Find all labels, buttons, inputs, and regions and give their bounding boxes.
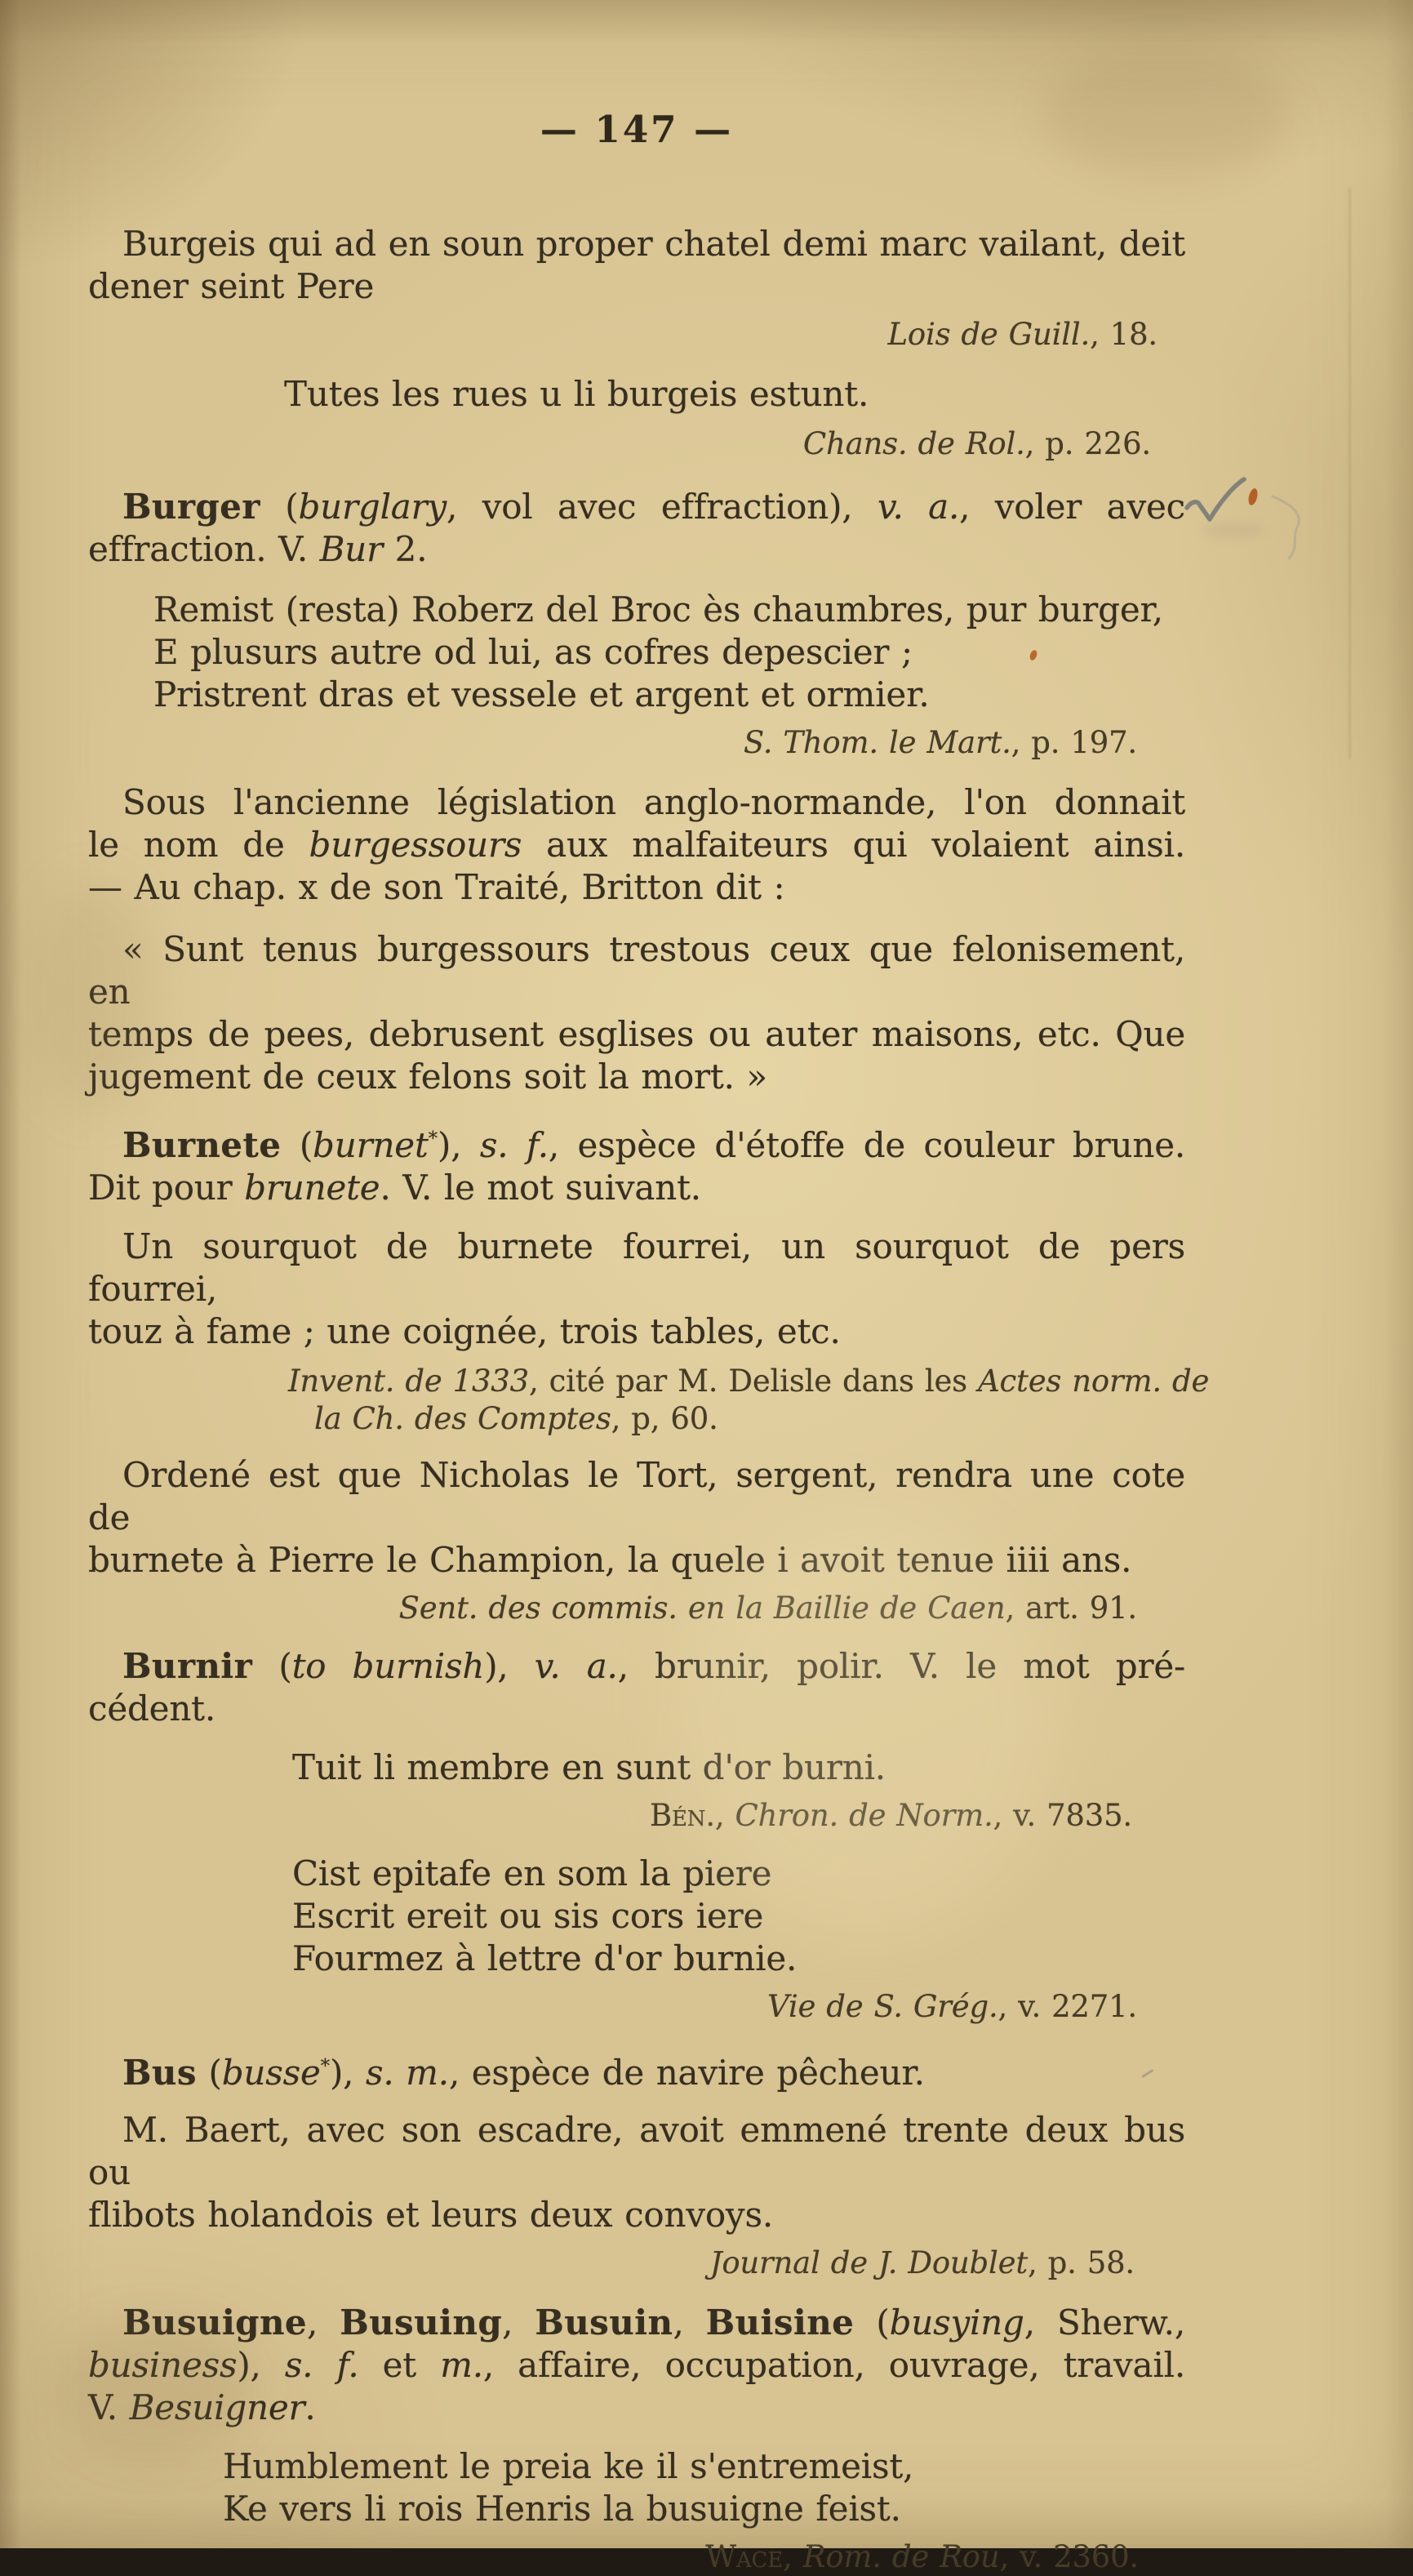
text-segment: Dit pour [88, 1168, 245, 1208]
text-segment: v. a. [534, 1646, 618, 1686]
verse-tuit-li-membre [292, 1746, 1185, 1789]
text-segment: , vol avec effraction), [447, 487, 878, 527]
text-segment: ), [438, 1125, 480, 1165]
text-segment: , brunir, polir. V. le mot pré- [617, 1646, 1186, 1686]
text-line [88, 1454, 1185, 1539]
text-segment: Invent. de 1333 [288, 1364, 529, 1399]
text-segment: Vie de S. Grég. [766, 1989, 998, 2024]
text-segment: to burnish [291, 1646, 485, 1686]
text-segment: Buisine [705, 2302, 855, 2342]
text-segment: busse [221, 2053, 321, 2093]
text-line [223, 2445, 1185, 2488]
text-segment: temps de pees, debrusent esglises ou auter maisons, etc. Que [88, 1014, 1185, 1054]
text-segment: , art. 91. [1005, 1591, 1137, 1626]
text-line [88, 425, 1151, 463]
page-number-header: — 147 — [540, 108, 734, 151]
verse-cist-epitafe [292, 1853, 1185, 1980]
text-segment: m. [440, 2345, 483, 2385]
text-line [292, 1853, 1185, 1895]
text-segment: Burgeis qui ad en soun proper chatel demi marc vailant, deit [122, 224, 1185, 264]
quote-remist [153, 589, 1185, 716]
text-segment: burglary [298, 487, 447, 527]
entry-burnete [88, 1118, 1185, 1209]
text-line [288, 1363, 1210, 1400]
text-line [88, 724, 1137, 762]
text-segment: aux malfaiteurs qui volaient ainsi. [522, 825, 1185, 865]
text-segment: ), [237, 2345, 285, 2385]
text-segment: , v. 2360. [999, 2539, 1139, 2574]
text-segment: la Ch. des Comptes [314, 1401, 611, 1436]
text-segment: Bur [319, 529, 384, 569]
text-segment: ), [330, 2053, 366, 2093]
text-line [88, 1118, 1185, 1167]
text-line [223, 2488, 1185, 2530]
verse-humblement [223, 2445, 1185, 2530]
text-line [88, 265, 1185, 308]
text-segment: effraction. V. [88, 529, 320, 569]
text-segment: Bén. [650, 1798, 715, 1833]
text-segment: , affaire, occupation, ouvrage, travail. [482, 2345, 1185, 2385]
text-segment: Besuigner [129, 2387, 305, 2427]
text-segment: , v. 2271. [998, 1989, 1137, 2024]
text-segment: . V. le mot suivant. [380, 1168, 701, 1208]
text-line [88, 223, 1185, 265]
text-line [88, 824, 1185, 866]
text-segment: Cist epitafe en som la piere [292, 1853, 772, 1893]
text-line [88, 1167, 1185, 1209]
text-segment: burgessours [309, 825, 522, 865]
text-segment: Actes norm. de [978, 1364, 1210, 1399]
text-segment: s. f. [284, 2345, 359, 2385]
text-line [292, 1895, 1185, 1938]
text-line [88, 1013, 1185, 1056]
text-segment: Ke vers li rois Henris la busuigne feist. [223, 2489, 901, 2529]
quote-sunt-tenus [88, 928, 1185, 1098]
text-segment: , voler avec [959, 487, 1185, 527]
text-segment: Tuit li membre en sunt d'or burni. [292, 1747, 886, 1787]
text-segment: S. Thom. le Mart. [743, 725, 1011, 760]
text-segment: Rom. de Rou [802, 2539, 1000, 2574]
text-segment: , [673, 2302, 706, 2342]
text-segment: Ordené est que Nicholas le Tort, sergent, rendra une cote de [88, 1455, 1185, 1537]
text-segment: Remist (resta) Roberz del Broc ès chaumbres, pur burger, [153, 589, 1163, 630]
citation-s-thom-le-mart [88, 724, 1185, 762]
text-line [88, 1645, 1185, 1688]
text-segment: ( [252, 1646, 292, 1686]
text-segment: , [783, 2539, 803, 2574]
text-segment: , espèce de navire pêcheur. [448, 2053, 925, 2093]
text-line [153, 631, 1185, 674]
citation-journal-de-j-doublet [88, 2245, 1185, 2282]
text-segment: Journal de J. Doublet [709, 2245, 1029, 2280]
text-segment: v. a. [877, 487, 960, 527]
text-line [88, 1056, 1185, 1098]
text-segment: cédent. [88, 1688, 216, 1728]
text-line [88, 2538, 1139, 2576]
text-segment: brunete [244, 1168, 380, 1208]
entry-burger [88, 486, 1185, 571]
text-line [153, 674, 1185, 716]
text-segment: Burnir [122, 1646, 253, 1686]
citation-invent-de-1333 [288, 1363, 1210, 1438]
text-segment: ( [196, 2053, 222, 2093]
text-segment: , [307, 2302, 340, 2342]
text-segment: s. f. [479, 1125, 549, 1165]
text-segment: business [88, 2345, 238, 2385]
para-m-baert [88, 2109, 1185, 2236]
text-segment: Un sourquot de burnete fourrei, un sourquot de pers fourrei, [88, 1226, 1185, 1309]
citation-wace-rom-de-rou [88, 2538, 1185, 2576]
text-segment: , p, 60. [611, 1401, 718, 1436]
text-line [88, 1797, 1132, 1835]
text-segment: « Sunt tenus burgessours trestous ceux que felonisement, en [88, 929, 1185, 1012]
text-line [292, 1746, 1185, 1789]
text-segment: Chron. de Norm. [735, 1798, 993, 1833]
text-segment: M. Baert, avec son escadre, avoit emmené trente deux bus ou [88, 2110, 1185, 2192]
text-segment: , [502, 2302, 535, 2342]
text-segment: Busuing [340, 2302, 503, 2342]
citation-chans-de-rol [88, 425, 1185, 463]
text-segment: Sent. des commis. en la Baillie de Caen [398, 1591, 1006, 1626]
text-segment: 2. [383, 529, 428, 569]
text-segment: , v. 7835. [993, 1798, 1132, 1833]
text-segment: Tutes les rues u li burgeis estunt. [284, 374, 869, 414]
text-segment: , [714, 1798, 735, 1833]
text-line [88, 2045, 1185, 2094]
text-segment: , cité par M. Delisle dans les [528, 1364, 978, 1399]
text-line [88, 2344, 1185, 2387]
text-line [284, 373, 1185, 416]
text-segment: ), [484, 1646, 535, 1686]
text-line [153, 589, 1185, 631]
para-sous-lancienne [88, 781, 1185, 909]
text-segment: ( [281, 1125, 313, 1165]
text-segment: Sous l'ancienne législation anglo-normande, l'on donnait [122, 782, 1185, 822]
citation-sent-des-commis [88, 1590, 1185, 1627]
text-line [88, 528, 1185, 571]
text-segment: , p. 58. [1028, 2245, 1135, 2280]
text-segment: — Au chap. x de son Traité, Britton dit : [88, 867, 785, 907]
text-line [88, 2194, 1185, 2236]
text-segment: , Sherw., [1024, 2302, 1185, 2342]
text-segment: burnete à Pierre le Champion, la quele i avoit tenue iiii ans. [88, 1540, 1132, 1580]
text-segment: Escrit ereit ou sis cors iere [292, 1896, 764, 1936]
citation-ben-chron-de-norm [88, 1797, 1185, 1835]
text-segment: Wace [705, 2539, 784, 2574]
text-segment: flibots holandois et leurs deux convoys. [88, 2195, 773, 2235]
text-line [88, 1226, 1185, 1310]
quote-burgeis [88, 223, 1185, 308]
citation-lois-de-guill [88, 316, 1185, 354]
text-segment: busying [889, 2302, 1024, 2342]
text-segment: * [428, 1128, 438, 1150]
citation-vie-de-s-greg [88, 1988, 1185, 2026]
text-segment: et [358, 2345, 441, 2385]
text-line [292, 1938, 1185, 1980]
entry-busuigne [88, 2302, 1185, 2429]
text-segment: * [320, 2056, 330, 2077]
text-line [88, 2387, 1185, 2429]
text-segment: s. m. [366, 2053, 449, 2093]
text-segment: . [304, 2387, 316, 2427]
text-line [88, 781, 1185, 824]
text-line [88, 1539, 1185, 1582]
text-segment: Bus [122, 2053, 197, 2093]
text-line [88, 2302, 1185, 2344]
text-segment: Busuin [535, 2302, 673, 2342]
text-segment: Chans. de Rol. [802, 426, 1025, 461]
text-segment: V. [88, 2387, 130, 2427]
text-segment: burnet [313, 1125, 429, 1165]
quote-tutes-les-rues [284, 373, 1185, 416]
text-line [88, 1988, 1137, 2026]
text-line [88, 2245, 1135, 2282]
text-line [88, 928, 1185, 1013]
text-segment: , espèce d'étoffe de couleur brune. [548, 1125, 1185, 1165]
text-segment: Burnete [122, 1125, 282, 1165]
text-segment: ( [260, 487, 299, 527]
text-segment: , p. 226. [1024, 426, 1151, 461]
text-segment: le nom de [88, 825, 309, 865]
text-segment: E plusurs autre od lui, as cofres depescier ; [153, 632, 913, 672]
text-segment: touz à fame ; une coignée, trois tables, etc. [88, 1311, 841, 1351]
para-ordene [88, 1454, 1185, 1582]
text-segment: Busuigne [122, 2302, 307, 2342]
text-segment: Pristrent dras et vessele et argent et ormier. [153, 674, 930, 714]
text-segment: , p. 197. [1011, 725, 1137, 760]
text-line [88, 1590, 1137, 1627]
text-line [88, 1688, 1185, 1730]
text-line [88, 316, 1158, 354]
quote-un-sourquot [88, 1226, 1185, 1353]
text-segment: Fourmez à lettre d'or burnie. [292, 1938, 798, 1978]
text-segment: Humblement le preia ke il s'entremeist, [223, 2446, 914, 2486]
text-segment: , 18. [1090, 317, 1158, 352]
text-line [88, 1310, 1185, 1353]
entry-burnir [88, 1645, 1185, 1730]
text-line [88, 486, 1185, 528]
text-segment: Lois de Guill. [887, 317, 1091, 352]
entry-bus [88, 2045, 1185, 2094]
text-line [88, 866, 1185, 909]
text-line [314, 1400, 1162, 1438]
text-segment: ( [854, 2302, 890, 2342]
text-blocks [88, 223, 1210, 2576]
text-line [88, 2109, 1185, 2194]
text-segment: Burger [122, 487, 260, 527]
text-segment: jugement de ceux felons soit la mort. » [88, 1057, 767, 1097]
text-segment: dener seint Pere [88, 266, 375, 306]
